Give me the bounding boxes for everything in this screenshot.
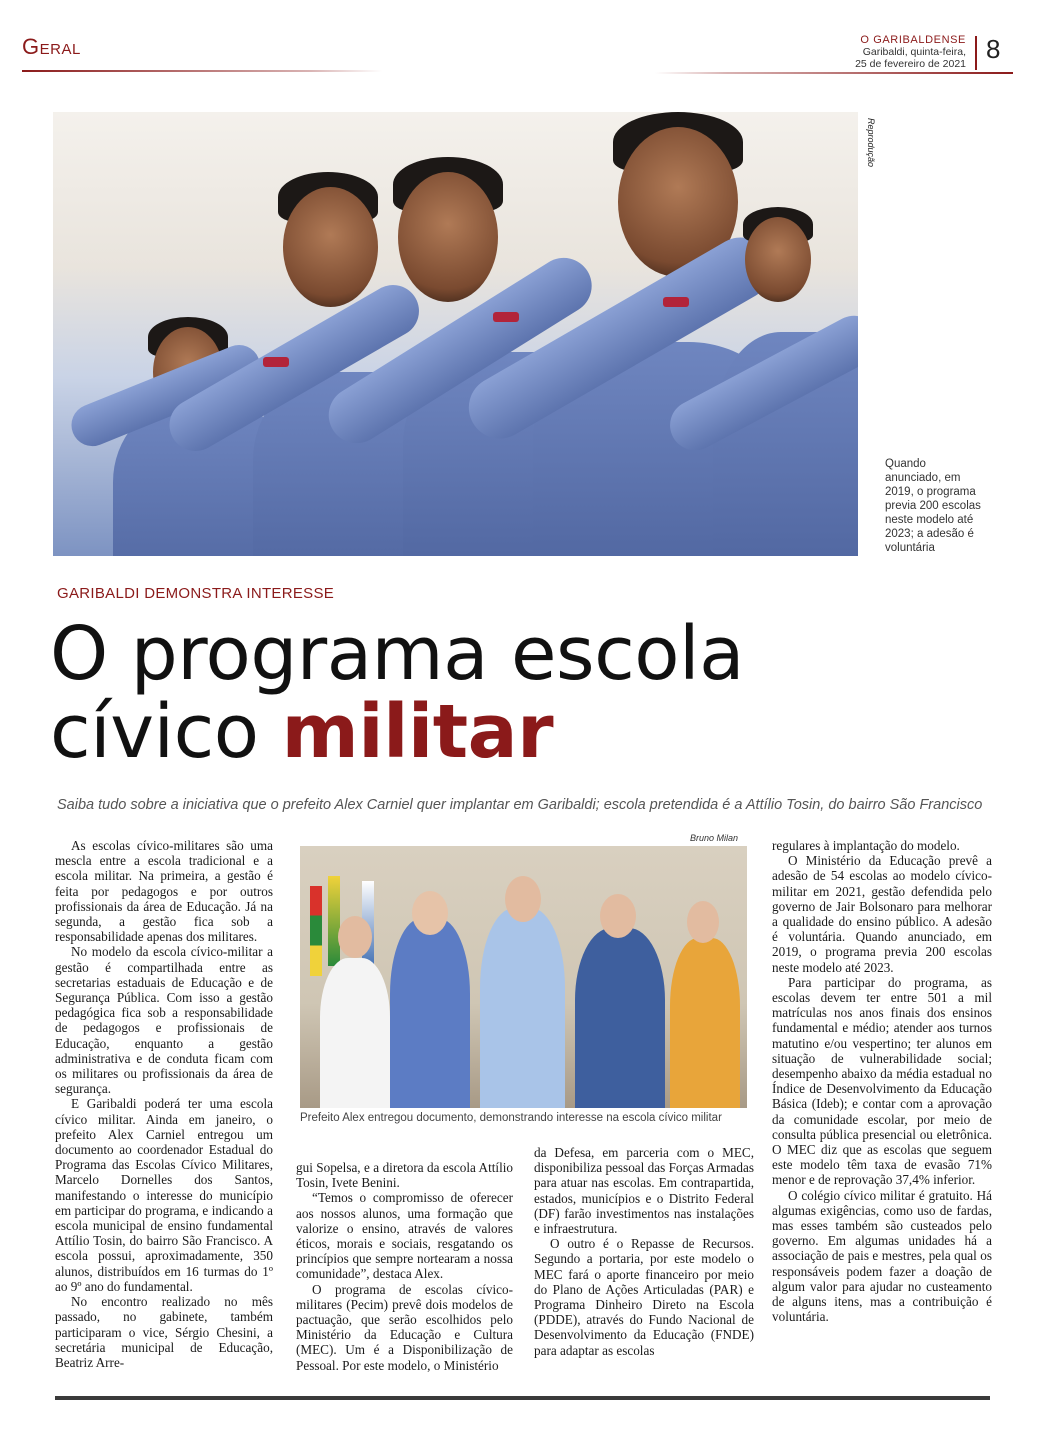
paragraph: E Garibaldi poderá ter uma escola cívico militar. Ainda em janeiro, o prefeito Alex Carniel entregou um documento ao coordenador Estadual do Programa das Escolas Cívico Militares, Marcelo Dornelles dos Santos, manifestando o interesse do município em participar do programa, e indicando a escola municipal de ensino fundamental Attílio Tosin, do bairro São Francisco. A escola possui, aproximadamente, 350 alunos, distribuídos em 16 turmas do 1º ao 9º ano do fundamental. (55, 1096, 273, 1294)
hero-caption: Quando anunciado, em 2019, o programa previa 200 escolas neste modelo até 2023; a adesão é voluntária (885, 458, 981, 554)
paragraph: O Ministério da Educação prevê a adesão de 54 escolas ao modelo cívico-militar em 2021, gestão defendida pelo governo de Jair Bolsonaro para melhorar a qualidade do ensino público. A adesão é voluntária. Quando anunciado, em 2019, o programa previa 200 escolas neste modelo até 2023. (772, 853, 992, 975)
headline-line2 (50, 689, 744, 775)
paragraph: O programa de escolas cívico-militares (Pecim) prevê dois modelos de pactuação, que serão escolhidos pelo Ministério da Educação e Cultura (MEC). Um é a Disponibilização de Pessoal. Por este modelo, o Ministério (296, 1281, 513, 1373)
headline-line1: O programa escola (50, 611, 744, 697)
article-column-3 (534, 1145, 754, 1358)
inline-photo-credit: Bruno Milan (690, 833, 739, 843)
paragraph: Para participar do programa, as escolas devem ter entre 501 a mil matrículas nos anos finais dos ensinos fundamental e médio; atender aos turnos matutino e/ou vespertino; ter alunos em situação de vulnerabilidade social; desempenho abaixo da média estadual no Índice de Desenvolvimento da Educação Básica (Ideb); e contar com a aprovação da comunidade escolar, por meio de consulta pública presencial ou eletrônica. O MEC diz que as escolas que seguem este modelo têm taxa de evasão 71% menor e de reprovação 37,4% inferior. (772, 974, 992, 1188)
paragraph: O outro é o Repasse de Recursos. Segundo a portaria, por este modelo o MEC fará o aporte financeiro por meio do Plano de Ações Articuladas (PAR) e Programa Dinheiro Direto na Escola (PDDE), através do Fundo Nacional de Desenvolvimento da Educação (FNDE) para adaptar as escolas (534, 1236, 754, 1358)
hero-photo (53, 112, 858, 556)
paragraph: As escolas cívico-militares são uma mescla entre a escola tradicional e a escola militar. Na primeira, a gestão é feita por pedagogos e por outros profissionais da área de Educação. Já na segunda, a gestão fica sob a responsabilidade apenas dos militares. (55, 838, 273, 945)
article-column-1 (55, 838, 273, 1370)
paper-name: O GARIBALDENSE (860, 34, 966, 46)
masthead (855, 34, 966, 70)
place-date-line2: 25 de fevereiro de 2021 (855, 58, 966, 70)
article-headline (50, 611, 744, 775)
paragraph: No encontro realizado no mês passado, no gabinete, também participaram o vice, Sérgio Chesini, a secretária municipal de Educação, Beatriz Arre- (55, 1294, 273, 1370)
article-kicker: GARIBALDI DEMONSTRA INTERESSE (57, 585, 335, 602)
inline-photo (300, 846, 747, 1108)
page-divider (975, 36, 977, 70)
paragraph: No modelo da escola cívico-militar a gestão é compartilhada entre as secretarias estaduais de Educação e de Segurança Pública. Com isso a gestão pedagógica fica sob a responsabilidade de pedagogos e profissionais de Educação, enquanto a gestão administrativa e de conduta ficam com os militares ou profissionais da área de segurança. (55, 944, 273, 1097)
paragraph: da Defesa, em parceria com o MEC, disponibiliza pessoal das Forças Armadas para atuar nas escolas. Em contrapartida, estados, municípios e o Distrito Federal (DF) farão investimentos nas instalações e infraestrutura. (534, 1145, 754, 1237)
place-date-line1: Garibaldi, quinta-feira, (862, 46, 966, 58)
bottom-rule (55, 1396, 990, 1400)
header-rule-left (22, 70, 382, 72)
hero-photo-credit: Reprodução (866, 118, 876, 168)
paragraph: regulares à implantação do modelo. (772, 838, 960, 853)
headline-part2: cívico (50, 689, 259, 775)
paragraph: gui Sopelsa, e a diretora da escola Attílio Tosin, Ivete Benini. (296, 1160, 513, 1191)
inline-photo-caption: Prefeito Alex entregou documento, demonstrando interesse na escola cívico militar (300, 1112, 722, 1124)
article-column-4 (772, 838, 992, 1325)
section-label: Geral (22, 34, 81, 59)
headline-accent: militar (281, 689, 554, 775)
page-number: 8 (986, 34, 1001, 64)
paragraph: “Temos o compromisso de oferecer aos nossos alunos, uma formação que valorize o ensino, através de valores éticos, morais e sociais, resgatando os princípios que sempre nortearam a nossa comunidade”, destaca Alex. (296, 1190, 513, 1282)
article-column-2 (296, 1160, 513, 1373)
paragraph: O colégio cívico militar é gratuito. Há algumas exigências, como uso de fardas, mas esses também são custeados pelo governo. Em algumas unidades há a associação de pais e mestres, pela qual os responsáveis podem fazer a doação de algum valor para ajudar no custeamento de alguns itens, mas a contribuição é voluntária. (772, 1187, 992, 1325)
article-subhead: Saiba tudo sobre a iniciativa que o prefeito Alex Carniel quer implantar em Garibaldi; escola pretendida é a Attílio Tosin, do bairro São Francisco (57, 797, 983, 813)
header-rule-right (655, 72, 1013, 74)
